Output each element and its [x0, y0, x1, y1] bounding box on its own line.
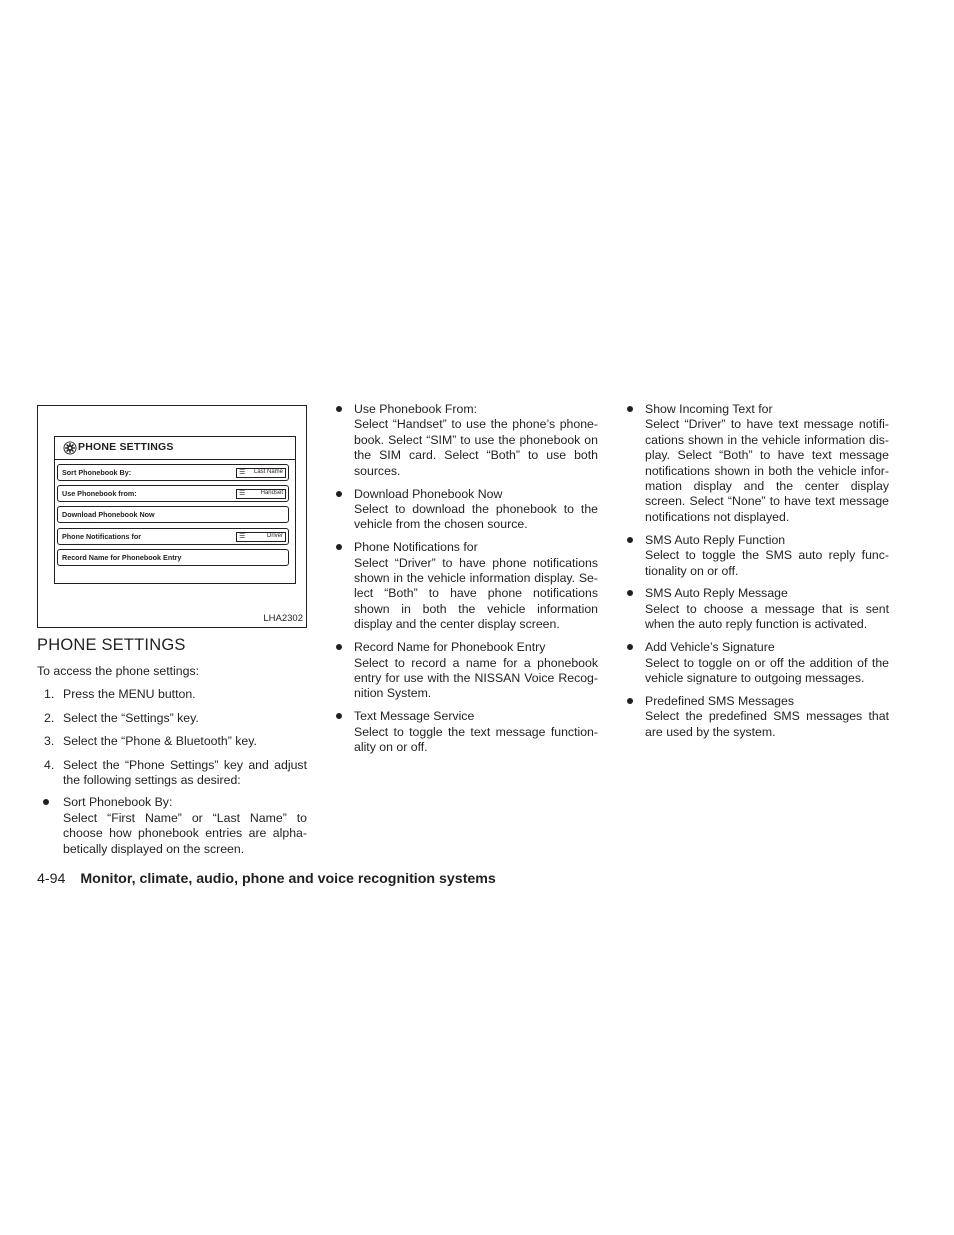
bullet-icon	[336, 491, 342, 497]
setting-desc: Select “Handset” to use the phone’s phone-book. Select “SIM” to use the phonebook on the SIM card. Select “Both” to use both sources.	[354, 417, 598, 478]
step-number: 2.	[44, 710, 55, 725]
setting-title: Record Name for Phonebook Entry	[354, 640, 546, 655]
row-label: Download Phonebook Now	[62, 509, 155, 519]
setting-title: Phone Notifications for	[354, 540, 478, 555]
use-phonebook-row[interactable]	[57, 485, 289, 502]
bullet-icon	[627, 406, 633, 412]
setting-item	[336, 487, 598, 533]
phone-notifications-row[interactable]	[57, 528, 289, 545]
setting-item	[336, 402, 598, 479]
page-number: 4-94	[37, 871, 66, 887]
menu-icon: ☰	[239, 533, 246, 540]
setting-item	[336, 640, 598, 702]
row-label: Use Phonebook from:	[62, 488, 137, 498]
setting-item	[627, 402, 889, 525]
menu-icon: ☰	[239, 469, 246, 476]
setting-title: Add Vehicle’s Signature	[645, 640, 775, 655]
step-text: Select the “Phone & Bluetooth” key.	[63, 734, 257, 749]
step-item	[37, 758, 307, 789]
figure-code: LHA2302	[263, 612, 303, 624]
bullet-icon	[43, 799, 49, 805]
row-label: Phone Notifications for	[62, 531, 142, 541]
step-text: Select the “Phone Settings” key and adjust the following settings as desired:	[63, 757, 307, 788]
phone-settings-figure	[37, 405, 307, 628]
column-2	[336, 402, 598, 763]
step-item	[37, 687, 307, 702]
setting-item	[627, 640, 889, 686]
step-item	[37, 734, 307, 749]
setting-item	[336, 540, 598, 632]
gear-icon	[63, 441, 77, 455]
setting-item	[627, 533, 889, 579]
setting-desc: Select “Driver” to have text message notifi-cations shown in the vehicle information dis-play. Select “Both” to have text message notifications shown in both the vehicle infor-mation display and the center display screen. Select “None” to have text message notifications not displayed.	[645, 417, 889, 524]
sort-phonebook-row[interactable]	[57, 464, 289, 481]
row-value: Driver	[267, 532, 283, 539]
setting-desc: Select to download the phonebook to the vehicle from the chosen source.	[354, 501, 598, 532]
setting-title: Download Phonebook Now	[354, 486, 503, 501]
download-phonebook-row[interactable]	[57, 506, 289, 523]
bullet-icon	[627, 644, 633, 650]
row-label: Record Name for Phonebook Entry	[62, 552, 182, 562]
chapter-title: Monitor, climate, audio, phone and voice recognition systems	[80, 871, 496, 887]
bullet-icon	[627, 698, 633, 704]
record-name-row[interactable]	[57, 549, 289, 566]
column-3	[627, 402, 889, 748]
setting-desc: Select the predefined SMS messages that are used by the system.	[645, 709, 889, 739]
setting-desc: Select to toggle on or off the addition of the vehicle signature to outgoing messages.	[645, 655, 889, 685]
setting-desc: Select to choose a message that is sent when the auto reply function is activated.	[645, 601, 889, 632]
intro-text: To access the phone settings:	[37, 664, 200, 678]
setting-title: SMS Auto Reply Message	[645, 586, 788, 601]
row-value-box[interactable]	[236, 532, 286, 542]
bullet-icon	[336, 406, 342, 412]
setting-title: Text Message Service	[354, 709, 475, 724]
setting-title: Predefined SMS Messages	[645, 693, 795, 708]
setting-title: Show Incoming Text for	[645, 402, 773, 416]
setting-item	[627, 586, 889, 632]
section-title: PHONE SETTINGS	[37, 636, 186, 654]
step-number: 1.	[44, 687, 55, 702]
row-value: Last Name	[253, 468, 283, 475]
setting-title: Sort Phonebook By:	[63, 795, 173, 810]
row-label: Sort Phonebook By:	[62, 467, 132, 477]
setting-desc: Select to toggle the SMS auto reply func-tionality on or off.	[645, 548, 889, 578]
step-item	[37, 711, 307, 726]
screen-title: PHONE SETTINGS	[78, 441, 174, 454]
row-value: Handset	[260, 489, 283, 496]
menu-icon: ☰	[239, 490, 246, 497]
page-footer	[37, 871, 496, 887]
step-number: 4.	[44, 757, 55, 772]
setting-item	[627, 694, 889, 740]
setting-desc: Select to toggle the text message function-ality on or off.	[354, 724, 598, 755]
row-value-box[interactable]	[236, 468, 286, 478]
step-text: Select the “Settings” key.	[63, 710, 199, 725]
bullet-icon	[336, 544, 342, 550]
phone-settings-screen	[54, 436, 296, 584]
setting-item	[336, 709, 598, 755]
setting-desc: Select to record a name for a phonebook entry for use with the NISSAN Voice Recog-nition System.	[354, 655, 598, 701]
setting-item	[37, 795, 307, 857]
step-number: 3.	[44, 734, 55, 749]
column-1	[37, 405, 307, 857]
setting-title: SMS Auto Reply Function	[645, 532, 786, 547]
setting-desc: Select “Driver” to have phone notifications shown in the vehicle information display. Se-lect “Both” to have phone notifications shown in both the vehicle information display and the center display screen.	[354, 555, 598, 632]
row-value-box[interactable]	[236, 489, 286, 499]
bullet-icon	[627, 590, 633, 596]
bullet-icon	[627, 537, 633, 543]
setting-title: Use Phonebook From:	[354, 402, 478, 416]
screen-title-bar	[55, 437, 295, 460]
setting-desc: Select “First Name” or “Last Name” to choose how phonebook entries are alpha-betically displayed on the screen.	[63, 810, 307, 856]
bullet-icon	[336, 644, 342, 650]
bullet-icon	[336, 713, 342, 719]
step-text: Press the MENU button.	[63, 687, 196, 702]
